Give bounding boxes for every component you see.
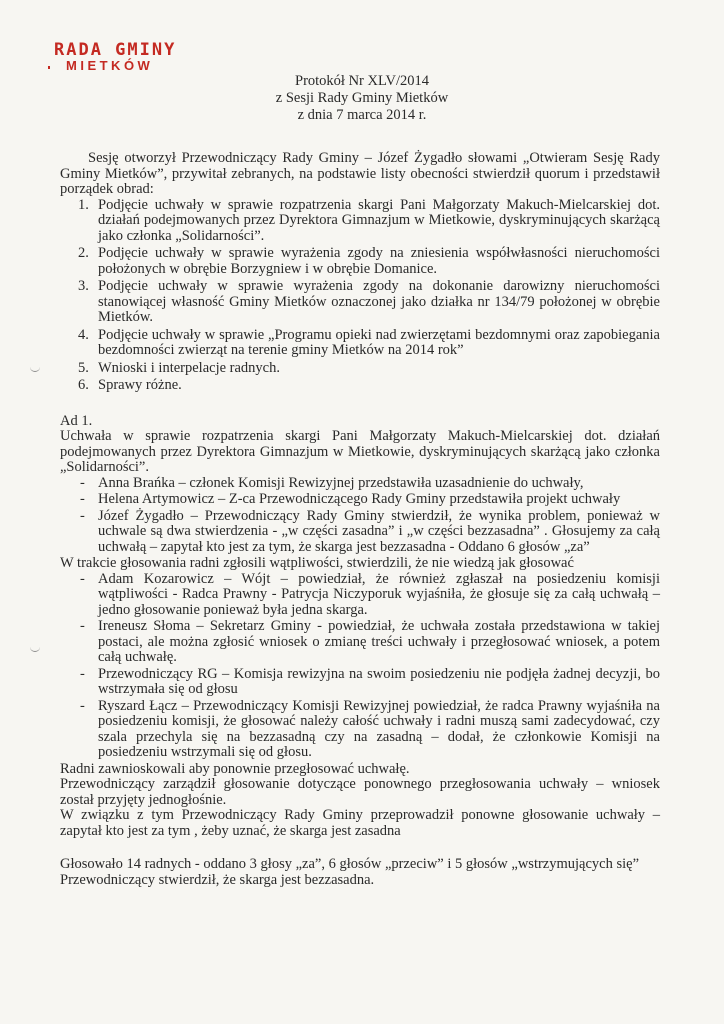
- agenda-item-text: Podjęcie uchwały w sprawie rozpatrzenia skargi Pani Małgorzaty Makuch-Mielcarskiej dot. działań podejmowanych przez Dyrektora Gimnazjum w Mietkowie, dyskryminujących skarżącą jako członka „Solidarności”.: [98, 196, 660, 244]
- speaker-item-text: Adam Kozarowicz – Wójt – powiedział, że również zgłaszał na posiedzeniu komisji wątpliwości - Radca Prawny - Patrycja Niczyporuk wyjaśniła, że głosuje się za całą uchwałą – jedno głosowanie ponieważ była jedna skarga.: [98, 570, 660, 618]
- agenda-item-number: 2.: [78, 245, 89, 261]
- section-heading-ad1: Ad 1.: [60, 412, 93, 429]
- speaker-item-text: Ireneusz Słoma – Sekretarz Gminy - powiedział, że uchwała została przedstawiona w takiej postaci, ale można zgłosić wniosek o zmianę treści uchwały i przegłosować wniosek, a potem całą uchwałę.: [98, 618, 660, 665]
- protocol-body: [60, 151, 660, 888]
- speaker-item-text: Józef Żygadło – Przewodniczący Rady Gminy stwierdził, że wynika problem, ponieważ w uchwale są dwa stwierdzenia - „w części zasadna” i „w części bezzasadna” . Głosujemy za całą uchwałą – zapytał kto jest za tym, że skarga jest bezzasadna - Oddano 6 głosów „za”: [98, 507, 660, 555]
- agenda-item-number: 5.: [78, 359, 89, 376]
- dash-marker: -: [80, 697, 85, 714]
- speaker-list: [60, 476, 660, 556]
- speaker-item-text: Helena Artymowicz – Z-ca Przewodniczącego Rady Gminy przedstawiła projekt uchwały: [98, 491, 621, 507]
- speaker-item-text: Przewodniczący RG – Komisja rewizyjna na swoim posiedzeniu nie podjęła żadnej decyzji, bo wstrzymała się od głosu: [98, 665, 660, 697]
- session-name: z Sesji Rady Gminy Mietków: [275, 90, 449, 106]
- agenda-item-text: Sprawy różne.: [98, 377, 182, 393]
- speaker-item: [60, 509, 660, 556]
- voting-doubts-paragraph: W trakcie głosowania radni zgłosili wątpliwości, stwierdzili, że nie wiedzą jak głosować: [60, 555, 574, 571]
- intro-paragraph: Sesję otworzył Przewodniczący Rady Gminy – Józef Żygadło słowami „Otwieram Sesję Rady Gminy Mietków”, przywitał zebranych, na podstawie listy obecności stwierdził quorum i przedstawił porządek obrad:: [60, 150, 660, 197]
- speaker-list: [60, 572, 660, 761]
- vote-result-line: Głosowało 14 radnych - oddano 3 głosy „za”, 6 głosów „przeciw” i 5 głosów „wstrzymujących się”: [60, 856, 640, 872]
- speaker-item: [60, 619, 660, 666]
- agenda-item: [60, 198, 660, 245]
- ad1-paragraph: Uchwała w sprawie rozpatrzenia skargi Pani Małgorzaty Makuch-Mielcarskiej dot. działań podejmowanych przez Dyrektora Gimnazjum w Mietkowie, dyskryminujących skarżącą jako członka „Solidarności”.: [60, 428, 660, 475]
- dash-marker: -: [80, 570, 85, 587]
- dash-marker: -: [80, 474, 85, 491]
- dash-marker: -: [80, 618, 85, 634]
- logo-tick-mark: [48, 66, 50, 69]
- speaker-item-text: Anna Brańka – członek Komisji Rewizyjnej przedstawiła uzasadnienie do uchwały,: [98, 474, 584, 491]
- speaker-item: [60, 492, 660, 508]
- speaker-item-text: Ryszard Łącz – Przewodniczący Komisji Rewizyjnej powiedział, że radca Prawny wyjaśniła na posiedzeniu komisji, że głosować należy całość uchwały i radni muszą sami zadecydować, czy szala przechyla się na bezzasadną czy na zasadną – dodał, że członkowie Komisji na posiedzeniu wstrzymali się od głosu.: [98, 697, 660, 760]
- motion-paragraph: Przewodniczący zarządził głosowanie dotyczące ponownego przegłosowania uchwały – wniosek został przyjęty jednogłośnie.: [60, 776, 660, 808]
- agenda-item-number: 3.: [78, 278, 89, 294]
- speaker-item: [60, 572, 660, 619]
- speaker-item: [60, 667, 660, 698]
- dash-marker: -: [80, 491, 85, 507]
- logo-subtitle: MIETKÓW: [66, 58, 154, 73]
- council-logo: [54, 40, 176, 73]
- punch-hole-mark: [30, 643, 40, 652]
- dash-marker: -: [80, 665, 85, 682]
- agenda-item: [60, 279, 660, 326]
- punch-hole-mark: [30, 363, 40, 372]
- agenda-item-number: 1.: [78, 196, 89, 213]
- vote-result-line: Przewodniczący stwierdził, że skarga jest bezzasadna.: [60, 871, 375, 888]
- dash-marker: -: [80, 507, 85, 524]
- agenda-list: [60, 198, 660, 394]
- agenda-item: [60, 378, 660, 394]
- session-date: z dnia 7 marca 2014 r.: [297, 107, 427, 123]
- protocol-number: Protokół Nr XLV/2014: [295, 73, 429, 89]
- agenda-item-number: 6.: [78, 377, 89, 393]
- agenda-item: [60, 361, 660, 377]
- agenda-item-text: Podjęcie uchwały w sprawie wyrażenia zgody na dokonanie darowizny nieruchomości stanowiącej własność Gminy Mietków oznaczonej jako działka nr 134/79 położonej w obrębie Mietków.: [98, 278, 660, 325]
- agenda-item: [60, 328, 660, 359]
- agenda-item-text: Podjęcie uchwały w sprawie wyrażenia zgody na zniesienia współwłasności nieruchomości położonych w obrębie Borzygniew i w obrębie Domanice.: [98, 245, 660, 277]
- motion-paragraph: W związku z tym Przewodniczący Rady Gminy przeprowadził ponowne głosowanie uchwały – zapytał kto jest za tym , żeby uznać, że skarga jest zasadna: [60, 807, 660, 839]
- speaker-item: [60, 699, 660, 761]
- agenda-item-text: Podjęcie uchwały w sprawie „Programu opieki nad zwierzętami bezdomnymi oraz zapobiegania bezdomności zwierząt na terenie gminy Mietków na 2014 rok”: [98, 326, 660, 358]
- agenda-item-number: 4.: [78, 326, 89, 343]
- agenda-item: [60, 246, 660, 277]
- logo-title: RADA GMINY: [54, 40, 177, 60]
- agenda-item-text: Wnioski i interpelacje radnych.: [98, 359, 280, 376]
- motion-paragraph: Radni zawnioskowali aby ponownie przegłosować uchwałę.: [60, 760, 410, 777]
- protocol-header: [262, 73, 462, 124]
- speaker-item: [60, 476, 660, 492]
